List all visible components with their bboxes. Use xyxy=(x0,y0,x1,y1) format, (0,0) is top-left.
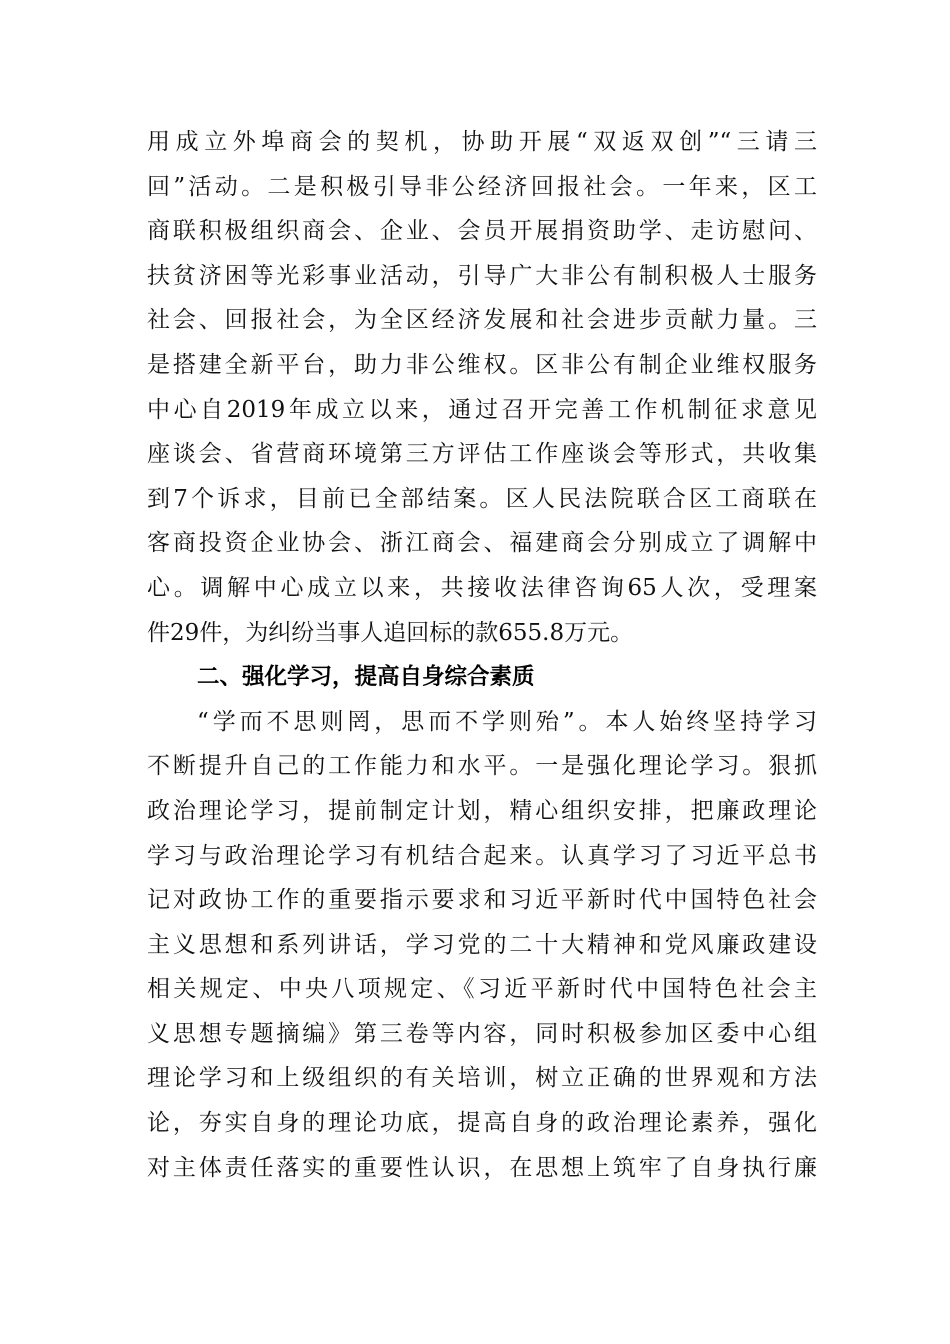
text-line: 回”活动。二是积极引导非公经济回报社会。一年来，区工 xyxy=(147,173,817,200)
paragraph-1 xyxy=(147,120,817,655)
text-line: 客商投资企业协会、浙江商会、福建商会分别成立了调解中 xyxy=(147,530,817,557)
text-line: 商联积极组织商会、企业、会员开展捐资助学、走访慰问、 xyxy=(147,218,817,245)
text-line: 相关规定、中央八项规定、《习近平新时代中国特色社会主 xyxy=(147,976,817,1003)
text-line: 论，夯实自身的理论功底，提高自身的政治理论素养，强化 xyxy=(147,1110,817,1137)
text-line: 中心自2019年成立以来，通过召开完善工作机制征求意见 xyxy=(147,396,817,423)
text-line: 用成立外埠商会的契机，协助开展“双返双创”“三请三 xyxy=(147,129,817,155)
text-line: 理论学习和上级组织的有关培训，树立正确的世界观和方法 xyxy=(147,1065,817,1092)
text-line: 记对政协工作的重要指示要求和习近平新时代中国特色社会 xyxy=(147,887,817,914)
text-line: 件29件，为纠纷当事人追回标的款655.8万元。 xyxy=(147,619,634,646)
text-line: 对主体责任落实的重要性认识，在思想上筑牢了自身执行廉 xyxy=(147,1154,817,1181)
paragraph-2 xyxy=(147,700,817,1191)
text-line: 主义思想和系列讲话，学习党的二十大精神和党风廉政建设 xyxy=(147,931,817,958)
document-body xyxy=(147,120,817,1190)
text-line: 不断提升自己的工作能力和水平。一是强化理论学习。狠抓 xyxy=(147,753,817,780)
text-line: 学习与政治理论学习有机结合起来。认真学习了习近平总书 xyxy=(147,842,817,869)
text-line: 座谈会、省营商环境第三方评估工作座谈会等形式，共收集 xyxy=(147,441,817,468)
text-line: 政治理论学习，提前制定计划，精心组织安排，把廉政理论 xyxy=(147,797,817,824)
section-heading: 二、强化学习，提高自身综合素质 xyxy=(197,664,535,691)
text-line: 心。调解中心成立以来，共接收法律咨询65人次，受理案 xyxy=(147,574,817,601)
text-line: 扶贫济困等光彩事业活动，引导广大非公有制积极人士服务 xyxy=(147,262,817,289)
text-line: 义思想专题摘编》第三卷等内容，同时积极参加区委中心组 xyxy=(147,1020,817,1047)
text-line: 是搭建全新平台，助力非公维权。区非公有制企业维权服务 xyxy=(147,351,817,378)
text-line: 到7个诉求，目前已全部结案。区人民法院联合区工商联在 xyxy=(147,485,817,512)
text-line: 社会、回报社会，为全区经济发展和社会进步贡献力量。三 xyxy=(147,307,817,334)
text-line: “学而不思则罔，思而不学则殆”。本人始终坚持学习 xyxy=(197,708,817,735)
